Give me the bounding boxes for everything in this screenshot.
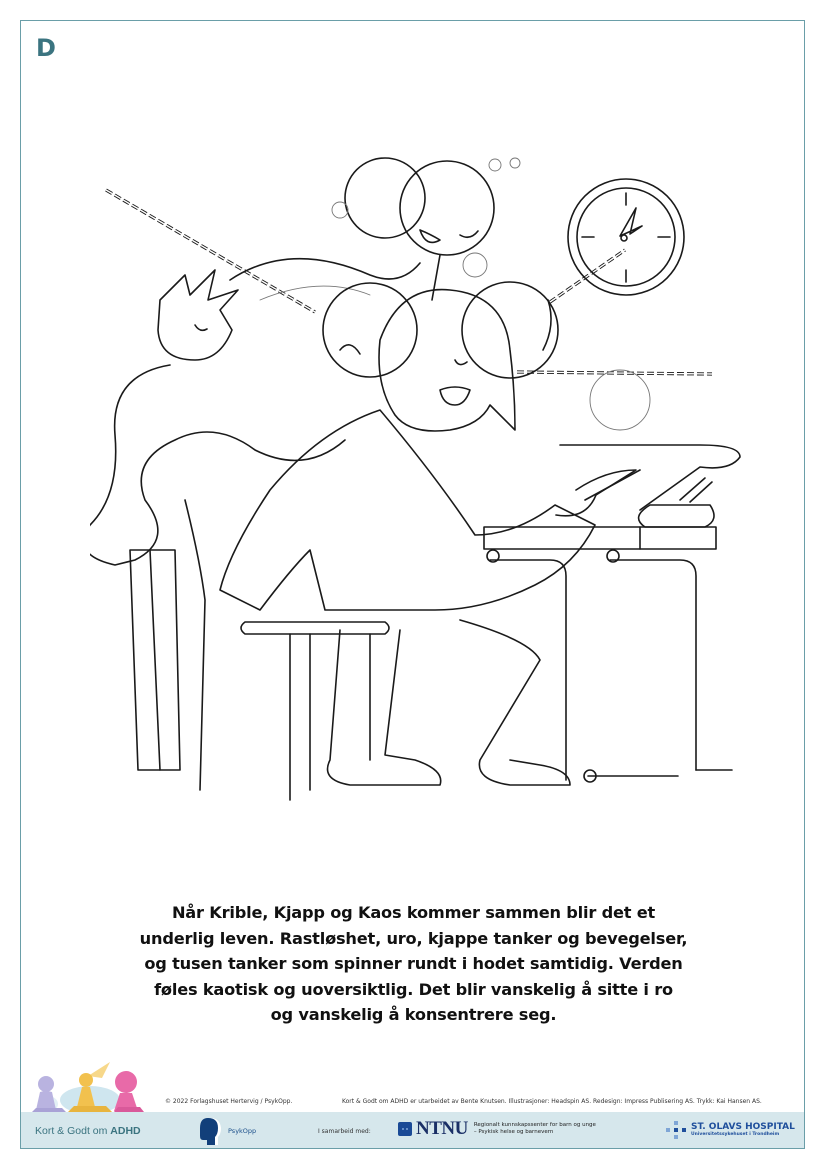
coloring-illustration	[90, 120, 750, 810]
brand-prefix: Kort & Godt om	[35, 1125, 111, 1137]
brand-bold: ADHD	[110, 1125, 141, 1137]
page-letter: D	[36, 34, 56, 62]
caption-line: og vanskelig å konsentrere seg.	[270, 1005, 557, 1024]
motion-lines-icon	[106, 190, 712, 374]
school-desk-icon	[484, 445, 740, 782]
kaos-character-icon	[332, 158, 520, 300]
caption-line: underlig leven. Rastløshet, uro, kjappe tanker og bevegelser,	[139, 928, 688, 948]
st-olavs-text	[691, 1122, 795, 1138]
caption-line: Når Krible, Kjapp og Kaos kommer sammen blir det et	[171, 903, 656, 922]
copyright-text: © 2022 Forlagshuset Hertervig / PsykOpp.	[165, 1098, 293, 1105]
ntnu-subtitle	[474, 1122, 596, 1136]
ntnu-wordmark: NTNU	[416, 1118, 468, 1139]
st-olavs-subtitle: Universitetssykehuset i Trondheim	[691, 1132, 780, 1137]
cross-dots-icon	[666, 1121, 686, 1139]
motion-copy-heads	[323, 282, 650, 430]
chair-icon	[185, 500, 389, 800]
wall-clock-icon	[568, 179, 684, 295]
ntnu-subtitle-line: Regionalt kunnskapssenter for barn og unge	[473, 1121, 596, 1128]
head-profile-icon	[200, 1116, 224, 1146]
authors-credit-text: Kort & Godt om ADHD er utarbeidet av Bente Knutsen. Illustrasjoner: Headspin AS. Redesign: Impress Publisering AS. Trykk: Kai Hansen AS.	[342, 1098, 762, 1105]
collaboration-label: I samarbeid med:	[318, 1128, 371, 1135]
st-olavs-name: ST. OLAVS HOSPITAL	[691, 1122, 795, 1132]
ntnu-square-icon	[398, 1122, 412, 1136]
girl-character	[220, 290, 636, 785]
st-olavs-logo	[666, 1121, 795, 1139]
krible-character-icon	[90, 270, 345, 770]
caption-line: og tusen tanker som spinner rundt i hodet samtidig. Verden	[144, 954, 683, 973]
brand-label	[35, 1125, 141, 1137]
psykopp-label: PsykOpp	[228, 1127, 257, 1135]
caption-line: føles kaotisk og uoversiktlig. Det blir vanskelig å sitte i ro	[154, 979, 673, 999]
ntnu-subtitle-line: – Psykisk helse og barnevern	[473, 1128, 554, 1135]
psykopp-logo	[200, 1116, 256, 1146]
caption-text	[130, 900, 697, 1028]
mascot-characters-icon	[30, 1062, 150, 1118]
ntnu-logo	[398, 1119, 596, 1138]
